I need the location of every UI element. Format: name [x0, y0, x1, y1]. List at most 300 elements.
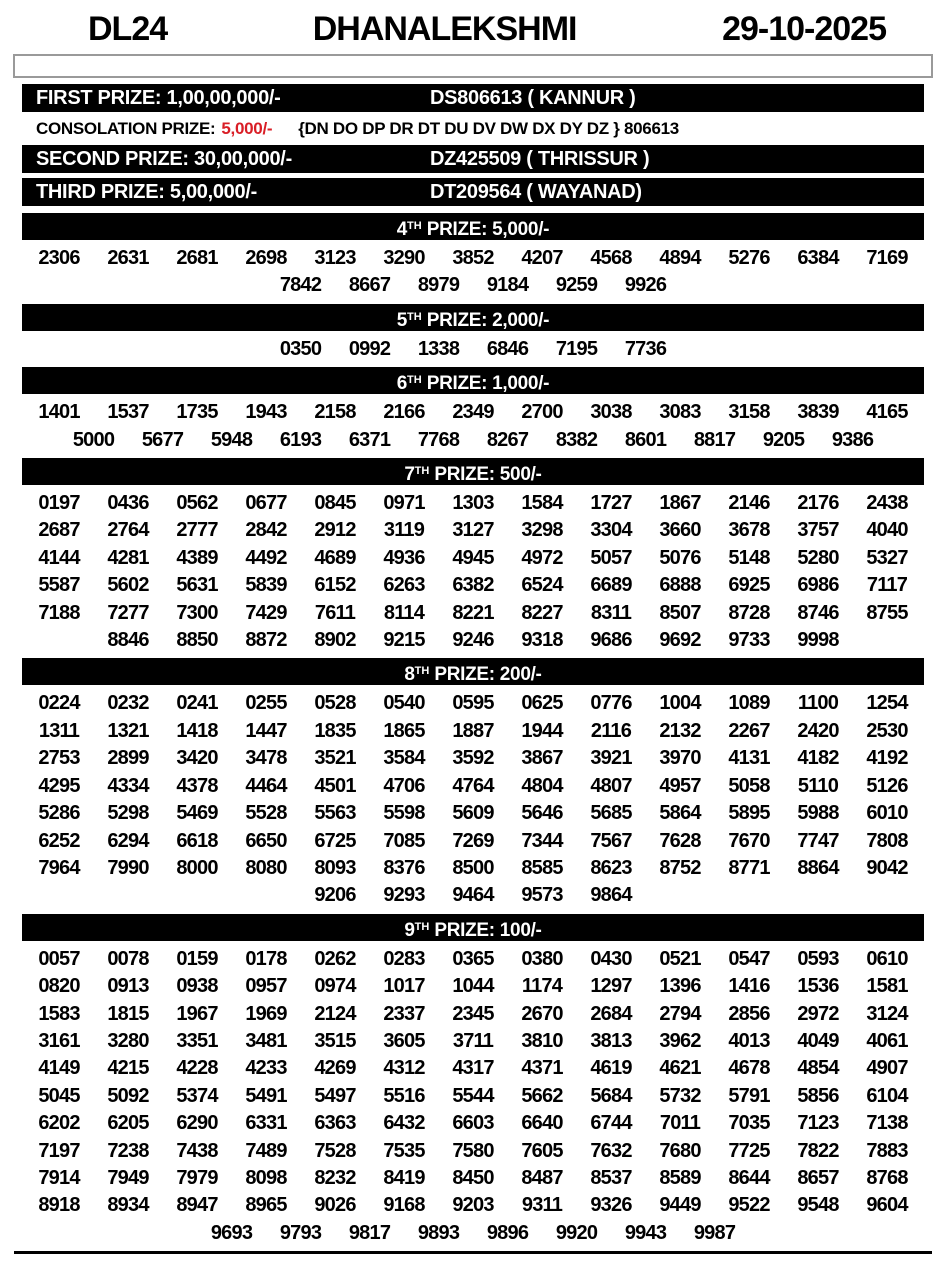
prize-number: 3290 [383, 247, 425, 269]
prize-number: 0232 [107, 692, 149, 715]
tier-header-text: PRIZE: 2,000/- [421, 309, 550, 331]
prize-number: 2116 [590, 719, 632, 742]
prize-number: 7605 [521, 1139, 563, 1162]
prize-number: 4378 [176, 774, 218, 797]
prize-number: 8864 [797, 856, 839, 879]
prize-number: 1017 [383, 975, 425, 998]
prize-number: 1584 [521, 492, 563, 515]
tier-6th-prize [0, 367, 946, 454]
prize-number: 0593 [797, 947, 839, 970]
tier-7th-prize [0, 458, 946, 654]
prize-number: 9026 [314, 1194, 356, 1217]
prize-number: 7822 [797, 1139, 839, 1162]
prize-number: 5544 [452, 1084, 494, 1107]
prize-number: 9693 [210, 1221, 253, 1244]
prize-number: 8500 [452, 856, 494, 879]
prize-number: 4804 [521, 774, 563, 797]
prize-number: 1867 [659, 492, 701, 515]
prize-number: 0625 [521, 692, 563, 715]
prize-number: 7680 [659, 1139, 701, 1162]
prize-number: 1536 [797, 975, 839, 998]
prize-number-row [0, 773, 946, 800]
prize-number: 1297 [590, 975, 632, 998]
prize-number: 3351 [176, 1029, 218, 1052]
prize-number-row [0, 490, 946, 517]
prize-number: 4619 [590, 1057, 632, 1080]
prize-number: 7117 [866, 574, 908, 597]
prize-number: 6290 [176, 1112, 218, 1135]
prize-number: 3813 [590, 1029, 632, 1052]
prize-number: 2438 [866, 492, 908, 515]
prize-number: 4957 [659, 774, 701, 797]
prize-number: 3304 [590, 519, 632, 542]
prize-number: 5948 [210, 428, 253, 451]
prize-number: 1865 [383, 719, 425, 742]
prize-number: 8227 [521, 601, 563, 624]
prize-number: 2687 [38, 519, 80, 542]
prize-number: 5057 [590, 546, 632, 569]
prize-number: 6925 [728, 574, 770, 597]
prize-number: 2698 [245, 247, 287, 269]
prize-number: 8376 [383, 856, 425, 879]
prize-number: 7011 [659, 1112, 701, 1135]
prize-number: 4228 [176, 1057, 218, 1080]
prize-number: 2132 [659, 719, 701, 742]
prize-number: 7188 [38, 601, 80, 624]
prize-number: 3592 [452, 747, 494, 770]
prize-number: 5646 [521, 802, 563, 825]
prize-number: 5895 [728, 802, 770, 825]
prize-number: 2972 [797, 1002, 839, 1025]
consolation-label: CONSOLATION PRIZE: [36, 118, 216, 138]
prize-number: 5864 [659, 802, 701, 825]
prize-number: 4568 [590, 247, 632, 269]
tier-header-text: 8 [404, 664, 415, 686]
prize-number: 9548 [797, 1194, 839, 1217]
prize-number-row [0, 882, 946, 909]
prize-number: 1418 [176, 719, 218, 742]
prize-number-row [0, 1138, 946, 1165]
prize-number: 8585 [521, 856, 563, 879]
prize-number: 0562 [176, 492, 218, 515]
tier-header-text: 4 [396, 219, 408, 240]
prize-number-row [0, 855, 946, 882]
prize-number: 0380 [521, 947, 563, 970]
prize-number: 8667 [348, 274, 391, 297]
prize-number: 9168 [383, 1194, 425, 1217]
prize-number: 0350 [279, 337, 322, 360]
prize-number: 1100 [797, 692, 839, 715]
prize-number: 0938 [176, 975, 218, 998]
prize-number: 8965 [245, 1194, 287, 1217]
prize-number: 6744 [590, 1112, 632, 1135]
tier-header-text: 5 [396, 309, 408, 331]
prize-number: 6371 [348, 428, 391, 451]
prize-number: 5298 [107, 802, 149, 825]
prize-number: 4854 [797, 1057, 839, 1080]
prize-number: 2530 [866, 719, 908, 742]
prize-number: 0521 [659, 947, 701, 970]
prize-number: 9998 [797, 629, 839, 652]
prize-number: 7808 [866, 829, 908, 852]
first-prize-bar [22, 84, 924, 112]
prize-number: 8755 [866, 601, 908, 624]
prize-number: 9215 [383, 629, 425, 652]
prize-number: 7567 [590, 829, 632, 852]
prize-number: 8979 [417, 274, 460, 297]
prize-number-row [0, 1001, 946, 1028]
prize-number: 1311 [38, 719, 80, 742]
prize-number: 2176 [797, 492, 839, 515]
prize-number: 0992 [348, 337, 391, 360]
prize-number: 3124 [866, 1002, 908, 1025]
tier-header [22, 458, 924, 485]
prize-number: 0224 [38, 692, 80, 715]
prize-number-row [0, 828, 946, 855]
first-prize-label: FIRST PRIZE: 1,00,00,000/- [36, 86, 281, 109]
ticket-search-input[interactable] [13, 54, 933, 78]
prize-number: 7747 [797, 829, 839, 852]
bottom-divider [14, 1251, 932, 1254]
prize-number: 5988 [797, 802, 839, 825]
prize-number: 3083 [659, 401, 701, 424]
tier-header [22, 367, 924, 394]
prize-number: 4207 [521, 247, 563, 269]
prize-number: 0913 [107, 975, 149, 998]
prize-number: 3420 [176, 747, 218, 770]
prize-number: 3161 [38, 1029, 80, 1052]
prize-number: 5791 [728, 1084, 770, 1107]
prize-number-row [0, 718, 946, 745]
prize-number: 1969 [245, 1002, 287, 1025]
third-prize-label: THIRD PRIZE: 5,00,000/- [36, 180, 257, 203]
prize-number: 1943 [245, 401, 287, 424]
prize-number: 3158 [728, 401, 770, 424]
prize-number: 6205 [107, 1112, 149, 1135]
prize-number: 3852 [452, 247, 494, 269]
prize-number-row [0, 745, 946, 772]
prize-number: 8419 [383, 1166, 425, 1189]
prize-number: 8098 [245, 1166, 287, 1189]
prize-number: 3119 [383, 519, 425, 542]
prize-number-row [0, 600, 946, 627]
prize-number: 7979 [176, 1166, 218, 1189]
prize-number: 4492 [245, 546, 287, 569]
prize-number: 7195 [555, 337, 598, 360]
prize-number: 0595 [452, 692, 494, 715]
prize-number: 7429 [245, 601, 287, 624]
prize-number: 7169 [866, 247, 908, 269]
prize-number: 6384 [797, 247, 839, 269]
prize-number: 2124 [314, 1002, 356, 1025]
prize-number: 0776 [590, 692, 632, 715]
prize-number: 3867 [521, 747, 563, 770]
prize-number: 9893 [417, 1221, 460, 1244]
prize-number: 8771 [728, 856, 770, 879]
prize-number: 0610 [866, 947, 908, 970]
prize-number: 0255 [245, 692, 287, 715]
draw-date: 29-10-2025 [722, 10, 886, 48]
prize-number: 8902 [314, 629, 356, 652]
prize-number: 9733 [728, 629, 770, 652]
prize-number: 4149 [38, 1057, 80, 1080]
prize-number: 7632 [590, 1139, 632, 1162]
tier-header-text: PRIZE: 5,000/- [421, 219, 550, 240]
prize-number: 0528 [314, 692, 356, 715]
prize-number: 8537 [590, 1166, 632, 1189]
prize-number: 8589 [659, 1166, 701, 1189]
prize-number: 9326 [590, 1194, 632, 1217]
prize-number-row [0, 800, 946, 827]
title-bar [0, 0, 946, 52]
prize-number: 1887 [452, 719, 494, 742]
prize-number: 2856 [728, 1002, 770, 1025]
prize-number-row [0, 690, 946, 717]
prize-number: 1727 [590, 492, 632, 515]
prize-number: 1321 [107, 719, 149, 742]
prize-number: 4013 [728, 1029, 770, 1052]
prize-number-row [0, 1220, 946, 1247]
prize-number: 5374 [176, 1084, 218, 1107]
prize-number-row [0, 1110, 946, 1137]
tier-header-text: TH [414, 920, 430, 933]
prize-number: 0057 [38, 947, 80, 970]
prize-number: 5045 [38, 1084, 80, 1107]
prize-number: 0971 [383, 492, 425, 515]
prize-number: 7300 [176, 601, 218, 624]
prize-number: 4907 [866, 1057, 908, 1080]
prize-number: 4371 [521, 1057, 563, 1080]
third-prize-bar [22, 178, 924, 206]
prize-number: 7138 [866, 1112, 908, 1135]
prize-number: 7489 [245, 1139, 287, 1162]
prize-number: 2899 [107, 747, 149, 770]
prize-number: 9318 [521, 629, 563, 652]
prize-number: 9464 [452, 884, 494, 907]
prize-number: 7528 [314, 1139, 356, 1162]
prize-number: 3584 [383, 747, 425, 770]
prize-number: 2306 [38, 247, 80, 269]
prize-number: 5076 [659, 546, 701, 569]
lottery-code: DL24 [88, 10, 168, 48]
prize-number: 4165 [866, 401, 908, 424]
prize-number-row [0, 946, 946, 973]
prize-number: 1254 [866, 692, 908, 715]
tier-header-text: TH [407, 310, 422, 323]
prize-number: 0159 [176, 947, 218, 970]
prize-number: 2700 [521, 401, 563, 424]
prize-number: 9293 [383, 884, 425, 907]
prize-number: 5598 [383, 802, 425, 825]
prize-number: 9943 [624, 1221, 667, 1244]
prize-number: 3127 [452, 519, 494, 542]
prize-number: 2146 [728, 492, 770, 515]
prize-number: 5092 [107, 1084, 149, 1107]
prize-number: 7949 [107, 1166, 149, 1189]
prize-number: 0436 [107, 492, 149, 515]
prize-number: 4894 [659, 247, 701, 269]
prize-number: 3711 [452, 1029, 494, 1052]
prize-number: 1447 [245, 719, 287, 742]
prize-number-row [0, 1055, 946, 1082]
prize-number: 4464 [245, 774, 287, 797]
prize-number: 3810 [521, 1029, 563, 1052]
prize-number: 1967 [176, 1002, 218, 1025]
prize-number: 9206 [314, 884, 356, 907]
prize-number: 6432 [383, 1112, 425, 1135]
prize-number: 6193 [279, 428, 322, 451]
prize-number: 9692 [659, 629, 701, 652]
prize-number-row [0, 272, 946, 299]
prize-number: 6252 [38, 829, 80, 852]
prize-number: 8000 [176, 856, 218, 879]
tier-header-text: PRIZE: 500/- [429, 464, 542, 486]
prize-number: 0845 [314, 492, 356, 515]
prize-number: 7277 [107, 601, 149, 624]
prize-number: 3478 [245, 747, 287, 770]
prize-number: 1089 [728, 692, 770, 715]
prize-number: 5662 [521, 1084, 563, 1107]
prize-number: 2166 [383, 401, 425, 424]
prize-number-row [0, 627, 946, 654]
prize-number: 4501 [314, 774, 356, 797]
prize-number: 6152 [314, 574, 356, 597]
prize-number: 4312 [383, 1057, 425, 1080]
prize-number: 7344 [521, 829, 563, 852]
prize-number: 4192 [866, 747, 908, 770]
prize-number: 1537 [107, 401, 149, 424]
prize-number: 7628 [659, 829, 701, 852]
prize-number: 0547 [728, 947, 770, 970]
tier-header-text: PRIZE: 200/- [429, 664, 542, 686]
prize-number: 0197 [38, 492, 80, 515]
prize-number-row [0, 973, 946, 1000]
prize-number: 4049 [797, 1029, 839, 1052]
prize-number: 9205 [762, 428, 805, 451]
prize-number: 7035 [728, 1112, 770, 1135]
prize-number: 1044 [452, 975, 494, 998]
prize-number: 2337 [383, 1002, 425, 1025]
prize-number: 0078 [107, 947, 149, 970]
prize-number: 9259 [555, 274, 598, 297]
prize-number: 3839 [797, 401, 839, 424]
prize-number: 5148 [728, 546, 770, 569]
prize-number: 4334 [107, 774, 149, 797]
tier-header [22, 213, 924, 240]
prize-number-row [0, 245, 946, 272]
prize-number: 7736 [624, 337, 667, 360]
tier-header-text: PRIZE: 1,000/- [421, 373, 550, 395]
prize-number: 5280 [797, 546, 839, 569]
prize-number: 1338 [417, 337, 460, 360]
prize-number: 4764 [452, 774, 494, 797]
prize-number: 5684 [590, 1084, 632, 1107]
prize-number-row [0, 1165, 946, 1192]
prize-number: 3280 [107, 1029, 149, 1052]
prize-number: 9896 [486, 1221, 529, 1244]
prize-number: 4144 [38, 546, 80, 569]
tier-header-text: PRIZE: 100/- [429, 919, 542, 941]
prize-number: 6382 [452, 574, 494, 597]
second-prize-label: SECOND PRIZE: 30,00,000/- [36, 147, 292, 170]
prize-number: 7611 [314, 601, 356, 624]
prize-number: 6846 [486, 337, 529, 360]
prize-number: 4389 [176, 546, 218, 569]
prize-number-row [0, 1028, 946, 1055]
prize-number-row [0, 1083, 946, 1110]
prize-number: 6104 [866, 1084, 908, 1107]
prize-number: 7768 [417, 428, 460, 451]
prize-number: 0957 [245, 975, 287, 998]
prize-number: 6363 [314, 1112, 356, 1135]
prize-number: 9793 [279, 1221, 322, 1244]
prize-number: 2420 [797, 719, 839, 742]
prize-number: 5677 [141, 428, 184, 451]
prize-tiers [0, 213, 946, 1247]
tier-header-text: 7 [404, 464, 415, 486]
prize-number: 7990 [107, 856, 149, 879]
prize-number: 4215 [107, 1057, 149, 1080]
prize-number: 3970 [659, 747, 701, 770]
prize-number: 5286 [38, 802, 80, 825]
prize-number: 8311 [590, 601, 632, 624]
prize-number: 0820 [38, 975, 80, 998]
prize-number: 8746 [797, 601, 839, 624]
prize-number: 0262 [314, 947, 356, 970]
prize-number: 8768 [866, 1166, 908, 1189]
prize-number: 8382 [555, 428, 598, 451]
prize-number: 4269 [314, 1057, 356, 1080]
consolation-amount: 5,000/- [221, 118, 273, 138]
prize-number: 7269 [452, 829, 494, 852]
first-prize-winner: DS806613 ( KANNUR ) [430, 86, 636, 109]
third-prize-winner: DT209564 ( WAYANAD) [430, 180, 642, 203]
prize-number: 3123 [314, 247, 356, 269]
prize-number-row [0, 517, 946, 544]
prize-number: 2267 [728, 719, 770, 742]
prize-number: 0178 [245, 947, 287, 970]
prize-number: 1735 [176, 401, 218, 424]
prize-number-row [0, 1192, 946, 1219]
prize-number: 8934 [107, 1194, 149, 1217]
prize-number: 8601 [624, 428, 667, 451]
prize-number: 5516 [383, 1084, 425, 1107]
prize-number: 1835 [314, 719, 356, 742]
prize-number: 8752 [659, 856, 701, 879]
prize-number: 7238 [107, 1139, 149, 1162]
prize-number: 8947 [176, 1194, 218, 1217]
prize-number: 0677 [245, 492, 287, 515]
prize-number: 8846 [107, 629, 149, 652]
prize-number: 5327 [866, 546, 908, 569]
prize-number: 9926 [624, 274, 667, 297]
prize-number: 7580 [452, 1139, 494, 1162]
prize-number: 5000 [72, 428, 115, 451]
prize-number: 5497 [314, 1084, 356, 1107]
prize-number: 9246 [452, 629, 494, 652]
prize-number: 5491 [245, 1084, 287, 1107]
prize-number: 3678 [728, 519, 770, 542]
prize-number: 2764 [107, 519, 149, 542]
prize-number: 2753 [38, 747, 80, 770]
prize-number: 5732 [659, 1084, 701, 1107]
prize-number: 4061 [866, 1029, 908, 1052]
prize-number: 4040 [866, 519, 908, 542]
prize-number: 7197 [38, 1139, 80, 1162]
prize-number: 5609 [452, 802, 494, 825]
prize-number: 2777 [176, 519, 218, 542]
prize-number: 5587 [38, 574, 80, 597]
